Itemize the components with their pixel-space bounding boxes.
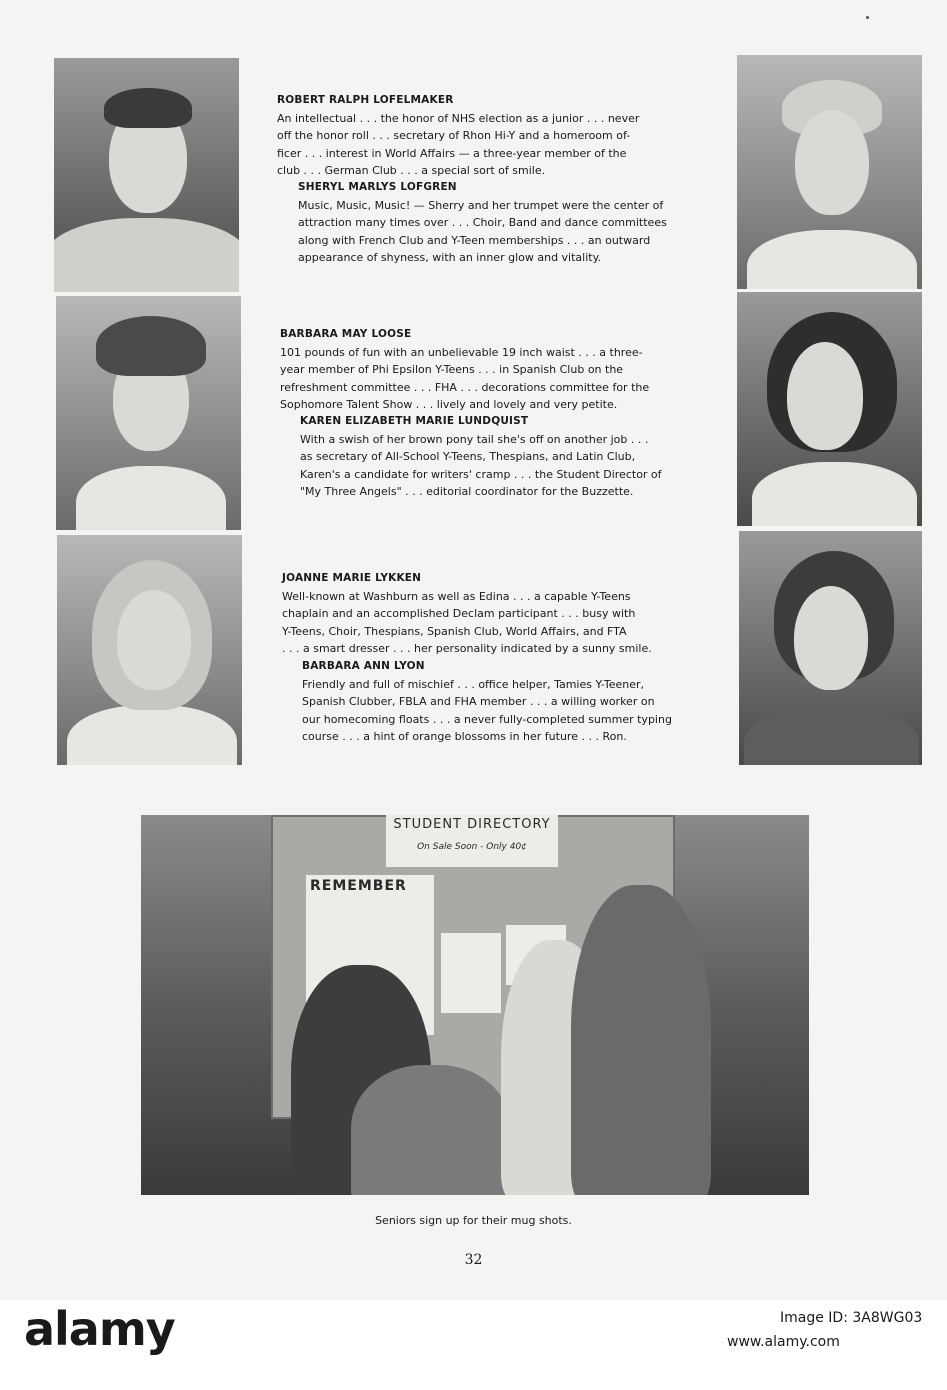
bio-barbara-loose bbox=[280, 326, 649, 414]
group-photo-bulletin-board bbox=[141, 815, 809, 1195]
bio-line: Music, Music, Music! — Sherry and her trumpet were the center of bbox=[298, 198, 664, 212]
bio-line: club . . . German Club . . . a special sort of smile. bbox=[277, 164, 546, 177]
sign-subtitle: On Sale Soon - Only 40¢ bbox=[417, 842, 527, 852]
bio-line: Friendly and full of mischief . . . office helper, Tamies Y-Teener, bbox=[302, 677, 644, 691]
student-name: SHERYL MARLYS LOFGREN bbox=[298, 181, 457, 193]
photo-caption: Seniors sign up for their mug shots. bbox=[375, 1214, 572, 1227]
bio-line: . . . a smart dresser . . . her personality indicated by a sunny smile. bbox=[282, 642, 652, 655]
bio-line: Sophomore Talent Show . . . lively and lovely and very petite. bbox=[280, 398, 618, 411]
student-figure bbox=[351, 1065, 511, 1195]
bio-line: Well-known at Washburn as well as Edina . . . a capable Y-Teens bbox=[282, 589, 631, 603]
bio-line: chaplain and an accomplished Declam participant . . . busy with bbox=[282, 607, 636, 620]
portrait-barbara-loose bbox=[56, 296, 241, 530]
bio-karen-lundquist bbox=[300, 413, 662, 501]
bio-line: "My Three Angels" . . . editorial coordinator for the Buzzette. bbox=[300, 485, 634, 498]
portrait-sheryl-lofgren bbox=[737, 55, 922, 289]
bio-line: Karen's a candidate for writers' cramp . . . the Student Director of bbox=[300, 467, 662, 481]
bio-line: off the honor roll . . . secretary of Rhon Hi-Y and a homeroom of- bbox=[277, 129, 631, 142]
bio-line: as secretary of All-School Y-Teens, Thespians, and Latin Club, bbox=[300, 450, 636, 463]
portrait-robert-lofelmaker bbox=[54, 58, 239, 292]
speck bbox=[866, 16, 869, 19]
student-name: KAREN ELIZABETH MARIE LUNDQUIST bbox=[300, 415, 529, 427]
bio-line: along with French Club and Y-Teen memberships . . . an outward bbox=[298, 233, 651, 247]
sign-title: STUDENT DIRECTORY bbox=[393, 817, 551, 832]
portrait-barbara-lyon bbox=[739, 531, 922, 765]
alamy-logo: alamy bbox=[24, 1302, 175, 1356]
bio-line: ficer . . . interest in World Affairs — a three-year member of the bbox=[277, 146, 627, 160]
bio-line: appearance of shyness, with an inner glow and vitality. bbox=[298, 251, 602, 264]
bio-line: course . . . a hint of orange blossoms in her future . . . Ron. bbox=[302, 730, 627, 743]
portrait-karen-lundquist bbox=[737, 292, 922, 526]
bio-joanne-lykken bbox=[282, 570, 652, 658]
bio-line: attraction many times over . . . Choir, Band and dance committees bbox=[298, 216, 667, 229]
stock-url: www.alamy.com bbox=[727, 1334, 840, 1350]
image-id: Image ID: 3A8WG03 bbox=[780, 1310, 923, 1326]
bio-barbara-lyon bbox=[302, 658, 672, 746]
portrait-joanne-lykken bbox=[57, 535, 242, 765]
bio-line: year member of Phi Epsilon Y-Teens . . . in Spanish Club on the bbox=[280, 363, 624, 376]
notice-header: REMEMBER bbox=[310, 878, 407, 894]
bio-line: our homecoming floats . . . a never fully-completed summer typing bbox=[302, 712, 672, 726]
student-directory-sign bbox=[386, 815, 558, 867]
bio-sheryl-lofgren bbox=[298, 179, 667, 267]
page-number: 32 bbox=[464, 1252, 483, 1268]
student-name: JOANNE MARIE LYKKEN bbox=[282, 572, 422, 584]
bio-line: Y-Teens, Choir, Thespians, Spanish Club, World Affairs, and FTA bbox=[282, 624, 627, 638]
student-name: BARBARA ANN LYON bbox=[302, 660, 425, 672]
bio-line: An intellectual . . . the honor of NHS election as a junior . . . never bbox=[277, 111, 640, 125]
student-name: ROBERT RALPH LOFELMAKER bbox=[277, 94, 454, 106]
bio-line: refreshment committee . . . FHA . . . decorations committee for the bbox=[280, 380, 650, 394]
bio-line: With a swish of her brown pony tail she's off on another job . . . bbox=[300, 432, 649, 446]
sign-up-sheet bbox=[441, 933, 501, 1013]
bio-line: 101 pounds of fun with an unbelievable 19 inch waist . . . a three- bbox=[280, 345, 643, 359]
bio-line: Spanish Clubber, FBLA and FHA member . . . a willing worker on bbox=[302, 695, 655, 708]
student-name: BARBARA MAY LOOSE bbox=[280, 328, 412, 340]
student-figure bbox=[571, 885, 711, 1195]
bio-robert-lofelmaker bbox=[277, 92, 639, 180]
